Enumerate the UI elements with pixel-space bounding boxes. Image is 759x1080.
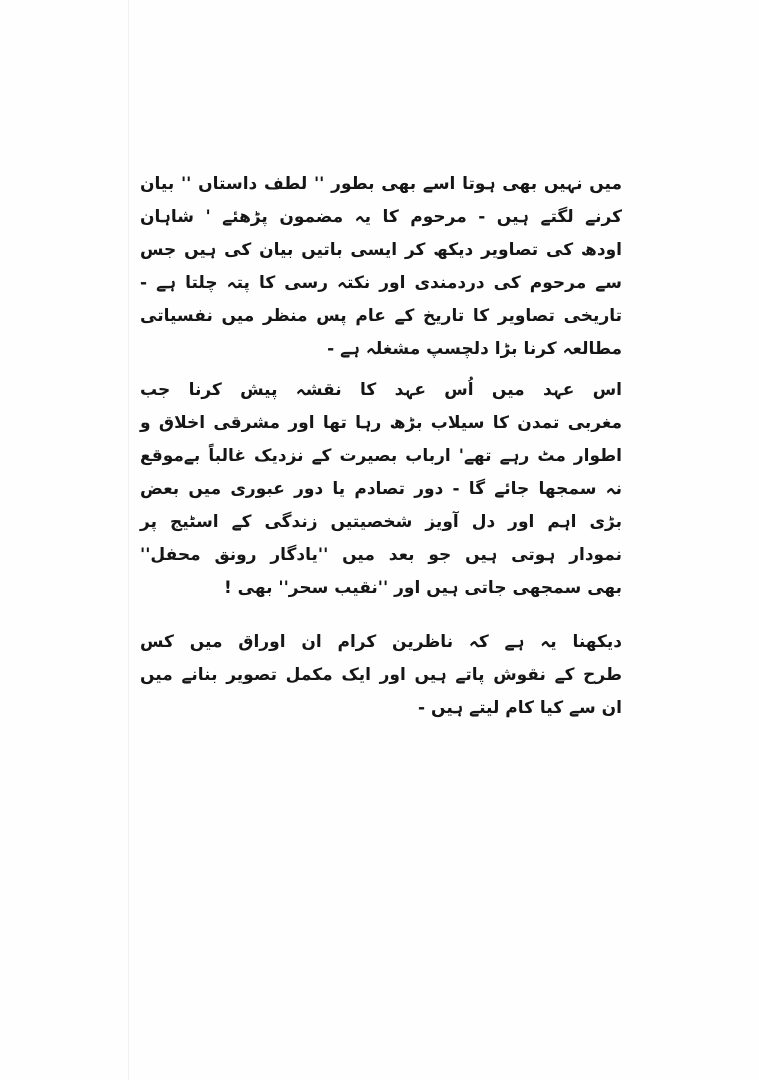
text-line: نہ سمجھا جائے گا - دور تصادم یا دور عبوری میں بعض	[140, 479, 622, 499]
text-line: نمودار ہوتی ہیں جو بعد میں ''یادگار رونق محفل''	[140, 545, 622, 565]
text-line: اودھ کی تصاویر دیکھ کر ایسی باتیں بیان کی ہیں جس	[140, 240, 622, 260]
text-line: بڑی اہم اور دل آویز شخصیتیں زندگی کے اسٹیج پر	[140, 512, 622, 532]
text-line: تاریخی تصاویر کا تاریخ کے عام پس منظر میں نفسیاتی	[140, 306, 622, 326]
text-line: سے مرحوم کی دردمندی اور نکتہ رسی کا پتہ چلتا ہے -	[140, 273, 622, 293]
text-line: ان سے کیا کام لیتے ہیں -	[418, 698, 622, 718]
paragraph-3	[140, 626, 622, 725]
text-line: کرنے لگتے ہیں - مرحوم کا یہ مضمون پڑھئے ' شاہان	[140, 207, 622, 227]
paragraph-1	[140, 168, 622, 366]
text-line: مغربی تمدن کا سیلاب بڑھ رہا تھا اور مشرقی اخلاق و	[140, 413, 622, 433]
paragraph-2	[140, 374, 622, 605]
text-line: اس عہد میں اُس عہد کا نقشہ پیش کرنا جب	[140, 380, 622, 400]
text-line: مطالعہ کرنا بڑا دلچسپ مشغلہ ہے -	[327, 339, 622, 359]
text-line: بھی سمجھی جاتی ہیں اور ''نقیب سحر'' بھی !	[223, 578, 622, 598]
text-line: طرح کے نقوش پاتے ہیں اور ایک مکمل تصویر بنانے میں	[140, 665, 622, 685]
page-edge-shadow	[128, 0, 129, 1080]
text-line: اطوار مٹ رہے تھے' ارباب بصیرت کے نزدیک غالباً بےموقع	[140, 446, 622, 466]
text-line: میں نہیں بھی ہوتا اسے بھی بطور '' لطف داستاں '' بیان	[140, 174, 622, 194]
text-line: دیکھنا یہ ہے کہ ناظرین کرام ان اوراق میں کس	[140, 632, 622, 652]
